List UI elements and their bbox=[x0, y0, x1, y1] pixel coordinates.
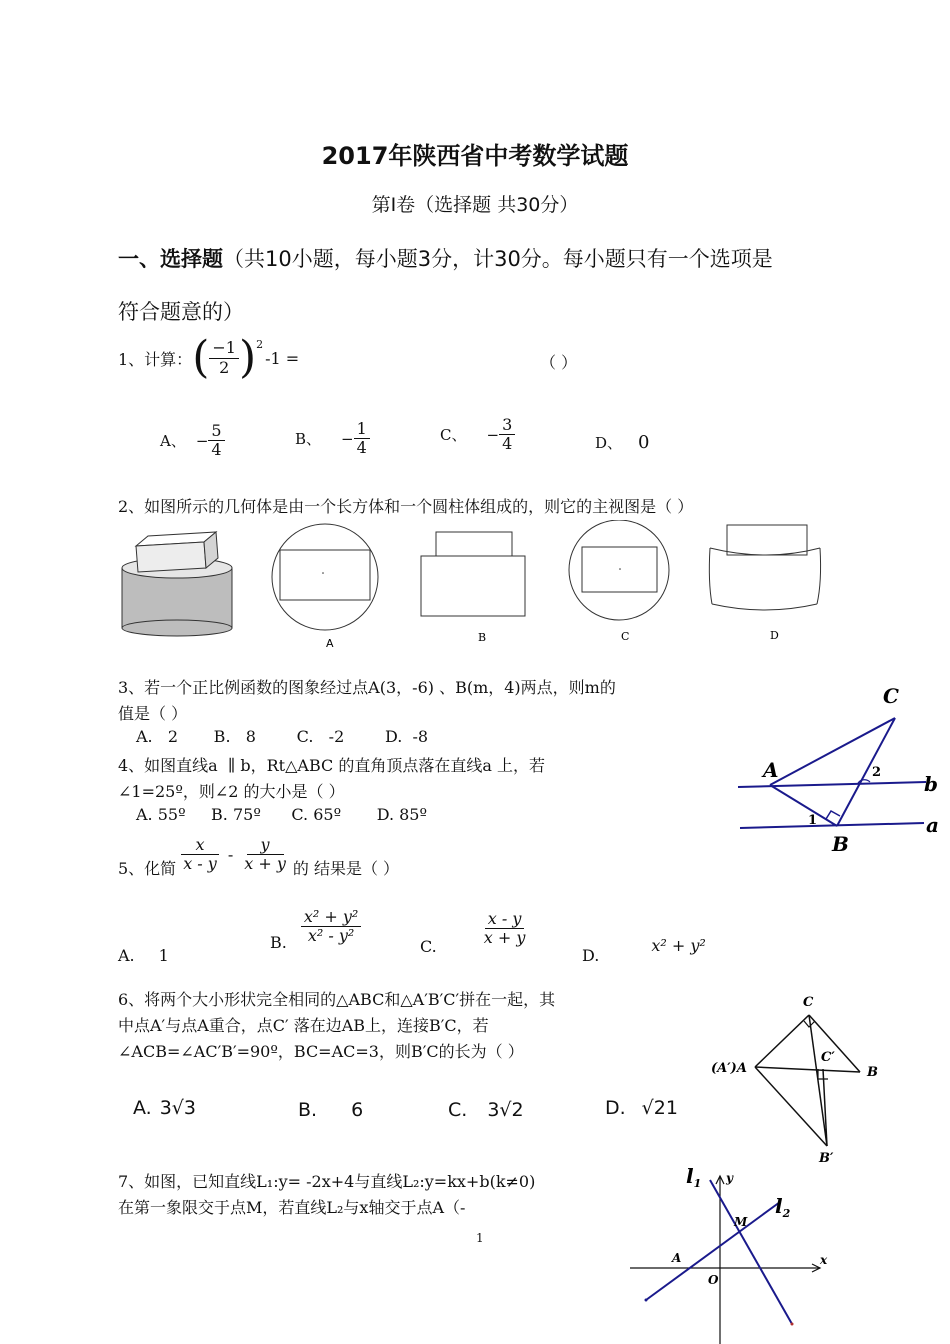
q7-label-m: M bbox=[734, 1215, 748, 1229]
q5-option-b-label: B. bbox=[270, 932, 287, 952]
q1-label: 1、计算： bbox=[118, 349, 193, 369]
q6-figure bbox=[705, 988, 895, 1168]
q1-option-c bbox=[440, 416, 515, 454]
q5-fraction-2 bbox=[241, 836, 289, 874]
q6-option-d-value: √21 bbox=[641, 1097, 678, 1119]
q5-f1-num: x bbox=[181, 836, 218, 855]
q1-option-a bbox=[160, 422, 225, 460]
q1-option-b-den: 4 bbox=[356, 438, 367, 458]
q6-option-b-value: 6 bbox=[351, 1099, 364, 1121]
q7-label-o: O bbox=[708, 1273, 719, 1287]
q5-f1-den: x - y bbox=[183, 854, 217, 873]
q2-figures bbox=[110, 520, 830, 655]
q2-label-d: D bbox=[770, 629, 779, 642]
q6-option-b bbox=[298, 1099, 363, 1121]
q7-label-y: y bbox=[726, 1171, 733, 1185]
q1-option-d bbox=[595, 432, 649, 453]
question-2: 2、如图所示的几何体是由一个长方体和一个圆柱体组成的，则它的主视图是（ ） bbox=[118, 497, 694, 516]
q1-tail: -1 = bbox=[265, 348, 300, 368]
q5-option-d-label: D. bbox=[582, 946, 600, 965]
q1-option-b-sign: − bbox=[341, 429, 354, 448]
q1-option-c-fraction bbox=[499, 416, 515, 454]
section-heading bbox=[118, 243, 773, 273]
q1-option-d-value: 0 bbox=[638, 432, 650, 453]
question-6-line3: ∠ACB=∠AC′B′=90º，BC=AC=3，则B′C的长为（ ） bbox=[118, 1042, 524, 1061]
q5-option-d bbox=[582, 936, 706, 965]
q5-label: 5、化简 bbox=[118, 859, 177, 878]
q6-option-b-label: B. bbox=[298, 1099, 318, 1121]
question-7-line2: 在第一象限交于点M，若直线L₂与x轴交于点A（- bbox=[118, 1198, 466, 1217]
q1-answer-bracket: （ ） bbox=[540, 353, 578, 372]
q5-option-b-den: x² - y² bbox=[307, 926, 355, 946]
q1-option-a-den: 4 bbox=[211, 440, 222, 460]
q2-label-c: C bbox=[621, 630, 630, 643]
q4-angle-2: 2 bbox=[872, 765, 882, 780]
q5-option-a-value: 1 bbox=[158, 946, 169, 965]
q1-option-a-fraction bbox=[208, 422, 224, 460]
question-5 bbox=[118, 830, 399, 879]
q1-option-a-label: A、 bbox=[160, 432, 186, 451]
q2-option-c-figure bbox=[569, 520, 669, 620]
q6-option-d bbox=[605, 1097, 678, 1119]
q5-option-c bbox=[420, 909, 528, 956]
section-heading-label: 一、选择题 bbox=[118, 247, 223, 271]
q1-exponent: 2 bbox=[256, 338, 264, 351]
q5-f2-den: x + y bbox=[244, 854, 286, 873]
q1-option-b-fraction bbox=[354, 420, 370, 458]
q5-option-c-num: x - y bbox=[485, 910, 525, 929]
q1-option-a-num: 5 bbox=[208, 422, 224, 441]
q5-option-c-label: C. bbox=[420, 936, 437, 956]
q1-option-a-sign: − bbox=[195, 431, 209, 450]
q4-label-a-point: A bbox=[763, 758, 779, 782]
q5-option-b-fraction bbox=[301, 908, 361, 946]
q5-option-b bbox=[270, 907, 361, 952]
q5-f2-num: y bbox=[247, 836, 284, 855]
q2-solid-figure bbox=[122, 532, 232, 636]
question-1 bbox=[118, 332, 300, 383]
q5-fraction-1 bbox=[180, 836, 220, 874]
q1-option-b bbox=[295, 420, 370, 458]
question-3-options: A. 2 B. 8 C. -2 D. -8 bbox=[136, 727, 429, 746]
q6-label-c: C bbox=[803, 995, 814, 1010]
q6-label-b-prime: B′ bbox=[819, 1151, 834, 1166]
q7-label-a: A bbox=[672, 1251, 682, 1265]
question-4-options: A. 55º B. 75º C. 65º D. 85º bbox=[136, 805, 428, 824]
q6-option-d-label: D. bbox=[605, 1097, 626, 1119]
q1-option-d-label: D、 bbox=[595, 434, 623, 452]
q5-option-a-label: A. bbox=[118, 946, 135, 965]
q2-option-a-figure bbox=[272, 524, 378, 630]
q1-option-c-den: 4 bbox=[502, 434, 513, 454]
q1-option-c-sign: − bbox=[486, 425, 500, 444]
question-3-line1: 3、若一个正比例函数的图象经过点A(3，-6) 、B(m，4)两点，则m的 bbox=[118, 678, 616, 697]
q2-label-a: A bbox=[326, 637, 334, 650]
q5-option-b-num: x² + y² bbox=[301, 908, 361, 927]
q6-label-c-prime: C′ bbox=[821, 1050, 835, 1065]
q1-paren-right: ) bbox=[238, 332, 257, 383]
question-6-line2: 中点A′与点A重合，点C′ 落在边AB上，连接B′C，若 bbox=[118, 1016, 489, 1035]
q4-label-b-line: b bbox=[924, 772, 938, 796]
q7-label-l1: $l_1$ bbox=[686, 1164, 702, 1190]
q4-label-a-line: a bbox=[926, 813, 939, 837]
q7-label-x: x bbox=[820, 1253, 828, 1267]
question-6-line1: 6、将两个大小形状完全相同的△ABC和△A′B′C′拼在一起，其 bbox=[118, 990, 556, 1009]
q1-option-b-num: 1 bbox=[354, 420, 370, 439]
q6-option-c-label: C. bbox=[448, 1099, 468, 1121]
question-7-line1: 7、如图，已知直线L₁:y= -2x+4与直线L₂:y=kx+b(k≠0) bbox=[118, 1172, 536, 1191]
page-subtitle: 第Ⅰ卷（选择题 共30分） bbox=[371, 194, 579, 216]
q4-label-c: C bbox=[883, 684, 899, 708]
q6-option-a bbox=[133, 1097, 196, 1119]
q7-figure bbox=[620, 1158, 850, 1344]
q1-fraction bbox=[209, 339, 239, 377]
q5-tail: 的 结果是（ ） bbox=[292, 859, 400, 878]
q2-option-d-figure bbox=[709, 525, 820, 610]
q6-label-a: (A′)A bbox=[711, 1061, 747, 1076]
q4-angle-1: 1 bbox=[808, 813, 818, 828]
q6-option-c bbox=[448, 1099, 524, 1121]
q1-option-b-label: B、 bbox=[295, 430, 322, 449]
q1-numerator: −1 bbox=[209, 339, 239, 358]
page-title: 2017年陕西省中考数学试题 bbox=[321, 142, 629, 170]
section-desc-line2: 符合题意的） bbox=[118, 300, 244, 324]
q5-minus: - bbox=[227, 845, 234, 864]
q2-label-b: B bbox=[478, 631, 487, 644]
q4-figure bbox=[730, 680, 950, 860]
q4-label-b-point: B bbox=[832, 832, 849, 856]
q5-option-c-fraction bbox=[481, 910, 529, 948]
q7-label-l2: $l_2$ bbox=[775, 1194, 791, 1220]
question-3-line2: 值是（ ） bbox=[118, 704, 188, 723]
q5-option-c-den: x + y bbox=[483, 928, 526, 948]
question-4-line2: ∠1=25º，则∠2 的大小是（ ） bbox=[118, 782, 345, 801]
section-desc: （共10小题，每小题3分，计30分。每小题只有一个选项是 bbox=[223, 247, 773, 271]
q1-denominator: 2 bbox=[219, 357, 230, 377]
q6-label-b: B bbox=[867, 1065, 878, 1080]
q1-option-c-num: 3 bbox=[499, 416, 515, 435]
page-number: 1 bbox=[476, 1231, 484, 1245]
q1-paren-left: ( bbox=[192, 332, 210, 383]
q6-option-a-value: 3√3 bbox=[159, 1097, 196, 1119]
question-4-line1: 4、如图直线a ∥ b，Rt△ABC 的直角顶点落在直线a 上，若 bbox=[118, 756, 545, 775]
q1-option-c-label: C、 bbox=[440, 426, 467, 445]
q6-option-a-label: A. bbox=[133, 1097, 152, 1119]
q6-option-c-value: 3√2 bbox=[487, 1099, 524, 1121]
q5-option-a bbox=[118, 946, 169, 965]
q5-option-d-value: x² + y² bbox=[651, 936, 706, 955]
q2-option-b-figure bbox=[421, 532, 525, 616]
